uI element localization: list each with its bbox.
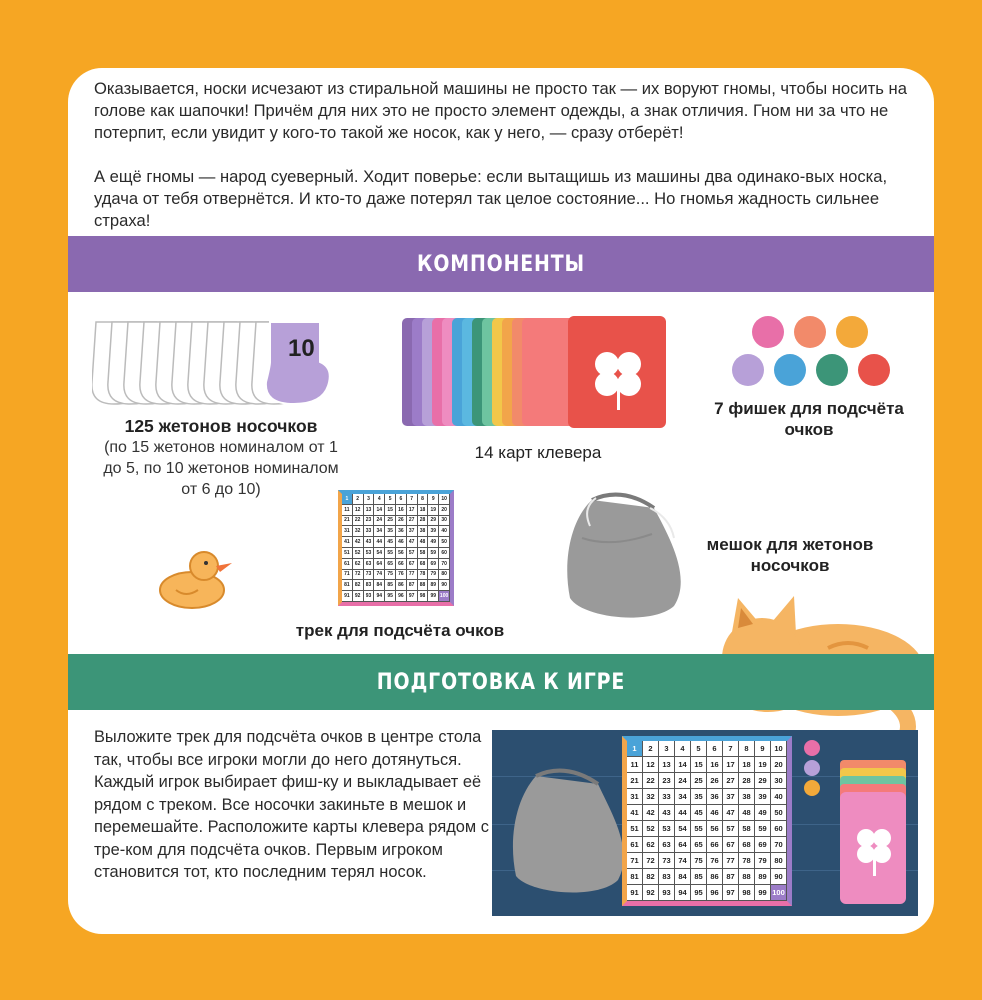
track-cell: 89 [755,869,771,885]
track-cell: 64 [374,559,385,570]
track-cell: 39 [755,789,771,805]
track-cell: 25 [691,773,707,789]
track-cell: 49 [428,537,439,548]
track-cell: 22 [353,516,364,527]
track-cell: 83 [659,869,675,885]
track-cell: 69 [755,837,771,853]
track-cell: 45 [385,537,396,548]
track-cell: 17 [407,505,418,516]
setup-band [68,654,934,710]
track-cell: 56 [396,548,407,559]
track-cell: 66 [707,837,723,853]
clover-card-icon [838,760,910,910]
track-cell: 53 [364,548,375,559]
duck-icon [154,546,234,612]
track-cell: 98 [418,591,429,602]
track-cell: 70 [771,837,787,853]
track-cell: 97 [723,885,739,901]
track-cell: 73 [659,853,675,869]
track-cell: 2 [353,494,364,505]
track-cell: 28 [418,516,429,527]
track-cell: 94 [675,885,691,901]
track-cell: 21 [627,773,643,789]
track-cell: 74 [374,570,385,581]
track-cell: 77 [723,853,739,869]
track-cell: 19 [428,505,439,516]
chips-label: 7 фишек для подсчёта очков [714,399,904,439]
track-cell: 32 [643,789,659,805]
track-cell: 100 [439,591,450,602]
track-cell: 58 [739,821,755,837]
track-cell: 76 [707,853,723,869]
bag-icon [502,754,632,904]
track-cell: 83 [364,580,375,591]
track-cell: 60 [771,821,787,837]
track-cell: 4 [675,741,691,757]
track-cell: 33 [659,789,675,805]
track-cell: 82 [643,869,659,885]
chips-icon [728,314,896,390]
track-cell: 82 [353,580,364,591]
track-cell: 31 [627,789,643,805]
track-cell: 1 [342,494,353,505]
track-cell: 43 [364,537,375,548]
track-cell: 50 [771,805,787,821]
track-cell: 72 [643,853,659,869]
track-cell: 2 [643,741,659,757]
track-cell: 49 [755,805,771,821]
track-cell: 50 [439,537,450,548]
track-cell: 90 [771,869,787,885]
sock-token-icon [92,314,342,410]
track-cell: 5 [385,494,396,505]
bag-icon [552,478,702,630]
intro-text [94,78,914,254]
track-cell: 79 [428,570,439,581]
track-cell: 74 [675,853,691,869]
track-cell: 71 [342,570,353,581]
components-band [68,236,934,292]
track-cell: 18 [739,757,755,773]
track-cell: 59 [755,821,771,837]
intro-paragraph-1: Оказывается, носки исчезают из стиральной машины не просто так — их воруют гномы, чтобы носить на голове как шапочки! Причём для них это не просто элемент одежды, а знак отличия. Гном ни за что не потерпит, если увидит у кого-то такой же носок, как у него, — сразу отберёт! [94,79,907,142]
track-cell: 60 [439,548,450,559]
track-cell: 59 [428,548,439,559]
track-cell: 24 [675,773,691,789]
clover-cards-label: 14 карт клевера [474,443,602,462]
track-cell: 6 [707,741,723,757]
track-cell: 40 [439,526,450,537]
track-cell: 7 [723,741,739,757]
track-cell: 64 [675,837,691,853]
track-cell: 11 [342,505,353,516]
track-cell: 31 [342,526,353,537]
track-cell: 29 [428,516,439,527]
track-cell: 38 [418,526,429,537]
track-cell: 78 [739,853,755,869]
track-cell: 6 [396,494,407,505]
track-cell: 97 [407,591,418,602]
track-cell: 5 [691,741,707,757]
track-cell: 75 [385,570,396,581]
track-cell: 12 [353,505,364,516]
track-cell: 3 [659,741,675,757]
track-cell: 90 [439,580,450,591]
track-cell: 13 [364,505,375,516]
track-cell: 88 [739,869,755,885]
track-cell: 58 [418,548,429,559]
track-cell: 63 [659,837,675,853]
track-cell: 95 [385,591,396,602]
chips-small-icon [802,738,822,800]
track-cell: 15 [385,505,396,516]
track-cell: 54 [374,548,385,559]
track-cell: 3 [364,494,375,505]
track-cell: 8 [739,741,755,757]
track-cell: 81 [342,580,353,591]
track-cell: 93 [364,591,375,602]
track-cell: 21 [342,516,353,527]
track-cell: 98 [739,885,755,901]
track-cell: 100 [771,885,787,901]
track-cell: 55 [385,548,396,559]
track-cell: 8 [418,494,429,505]
track-cell: 32 [353,526,364,537]
sock-tokens-label [96,416,346,500]
track-cell: 65 [691,837,707,853]
track-cell: 13 [659,757,675,773]
track-cell: 52 [353,548,364,559]
track-cell: 51 [342,548,353,559]
track-cell: 67 [407,559,418,570]
track-cell: 14 [675,757,691,773]
track-cell: 65 [385,559,396,570]
track-cell: 27 [407,516,418,527]
track-cell: 88 [418,580,429,591]
track-cell: 19 [755,757,771,773]
track-cell: 57 [407,548,418,559]
track-cell: 42 [353,537,364,548]
track-cell: 17 [723,757,739,773]
track-cell: 41 [627,805,643,821]
track-cell: 37 [723,789,739,805]
track-cell: 78 [418,570,429,581]
track-cell: 22 [643,773,659,789]
track-cell: 84 [675,869,691,885]
track-cell: 40 [771,789,787,805]
sock-tokens-detail: (по 15 жетонов номиналом от 1 до 5, по 10 жетонов номиналом от 6 до 10) [103,439,339,498]
track-cell: 37 [407,526,418,537]
track-cell: 84 [374,580,385,591]
score-track-label: трек для подсчёта очков [295,621,505,640]
track-cell: 46 [396,537,407,548]
track-cell: 96 [396,591,407,602]
rules-page [68,68,934,934]
track-cell: 11 [627,757,643,773]
track-cell: 48 [739,805,755,821]
track-cell: 89 [428,580,439,591]
track-cell: 23 [364,516,375,527]
track-cell: 12 [643,757,659,773]
track-cell: 57 [723,821,739,837]
track-cell: 36 [396,526,407,537]
track-cell: 34 [675,789,691,805]
track-cell: 42 [643,805,659,821]
track-cell: 20 [439,505,450,516]
track-cell: 99 [755,885,771,901]
track-cell: 44 [374,537,385,548]
track-cell: 85 [385,580,396,591]
track-cell: 55 [691,821,707,837]
track-cell: 52 [643,821,659,837]
track-cell: 25 [385,516,396,527]
score-track-large [622,736,792,906]
track-cell: 15 [691,757,707,773]
track-cell: 41 [342,537,353,548]
track-cell: 73 [364,570,375,581]
track-cell: 92 [643,885,659,901]
track-cell: 14 [374,505,385,516]
score-track-small [338,490,454,606]
track-cell: 39 [428,526,439,537]
track-cell: 44 [675,805,691,821]
setup-text: Выложите трек для подсчёта очков в центре стола так, чтобы все игроки могли до него дотянуться. Каждый игрок выбирает фиш-ку и выкладывает её рядом с треком. Все носочки закиньте в мешок и перемешайте. Расположите карты клевера рядом с тре-ком для подсчёта очков. Первым игроком становится тот, кто последним терял носок. [94,728,489,881]
track-cell: 48 [418,537,429,548]
track-cell: 56 [707,821,723,837]
track-cell: 29 [755,773,771,789]
track-cell: 45 [691,805,707,821]
track-cell: 10 [771,741,787,757]
track-cell: 87 [723,869,739,885]
track-cell: 94 [374,591,385,602]
track-cell: 1 [627,741,643,757]
track-cell: 80 [771,853,787,869]
track-cell: 27 [723,773,739,789]
track-cell: 34 [374,526,385,537]
track-cell: 35 [691,789,707,805]
track-cell: 9 [428,494,439,505]
track-cell: 63 [364,559,375,570]
track-cell: 86 [707,869,723,885]
sock-token-value: 10 [288,335,315,362]
track-cell: 46 [707,805,723,821]
track-cell: 36 [707,789,723,805]
track-cell: 18 [418,505,429,516]
track-cell: 70 [439,559,450,570]
track-cell: 61 [627,837,643,853]
track-cell: 62 [643,837,659,853]
track-cell: 4 [374,494,385,505]
track-cell: 69 [428,559,439,570]
track-cell: 75 [691,853,707,869]
track-cell: 76 [396,570,407,581]
track-cell: 81 [627,869,643,885]
track-cell: 96 [707,885,723,901]
track-cell: 95 [691,885,707,901]
track-cell: 20 [771,757,787,773]
track-cell: 47 [723,805,739,821]
track-cell: 66 [396,559,407,570]
track-cell: 61 [342,559,353,570]
track-cell: 38 [739,789,755,805]
track-cell: 85 [691,869,707,885]
track-cell: 54 [675,821,691,837]
track-cell: 35 [385,526,396,537]
track-cell: 30 [439,516,450,527]
track-cell: 26 [707,773,723,789]
track-cell: 93 [659,885,675,901]
track-cell: 77 [407,570,418,581]
clover-card-icon [402,316,668,428]
track-cell: 9 [755,741,771,757]
track-cell: 16 [396,505,407,516]
track-cell: 80 [439,570,450,581]
track-cell: 92 [353,591,364,602]
track-cell: 30 [771,773,787,789]
track-cell: 79 [755,853,771,869]
sock-tokens-title: 125 жетонов носочков [124,416,318,436]
track-cell: 91 [342,591,353,602]
track-cell: 62 [353,559,364,570]
track-cell: 16 [707,757,723,773]
track-cell: 99 [428,591,439,602]
components-heading: КОМПОНЕНТЫ [416,251,585,277]
track-cell: 23 [659,773,675,789]
track-cell: 26 [396,516,407,527]
track-cell: 68 [739,837,755,853]
setup-illustration [492,730,918,916]
track-cell: 67 [723,837,739,853]
track-cell: 7 [407,494,418,505]
track-cell: 47 [407,537,418,548]
track-cell: 68 [418,559,429,570]
setup-heading: ПОДГОТОВКА К ИГРЕ [376,669,626,695]
intro-paragraph-2: А ещё гномы — народ суеверный. Ходит поверье: если вытащишь из машины два одинако-вых носка, удача от тебя отвернётся. И кто-то даже потерял так целое состояние... Но гномья жадность сильнее страха! [94,167,888,230]
track-cell: 51 [627,821,643,837]
track-cell: 53 [659,821,675,837]
track-cell: 91 [627,885,643,901]
track-cell: 43 [659,805,675,821]
track-cell: 10 [439,494,450,505]
track-cell: 87 [407,580,418,591]
bag-label: мешок для жетонов носочков [706,535,874,575]
track-cell: 86 [396,580,407,591]
track-cell: 33 [364,526,375,537]
track-cell: 24 [374,516,385,527]
track-cell: 71 [627,853,643,869]
track-cell: 28 [739,773,755,789]
track-cell: 72 [353,570,364,581]
